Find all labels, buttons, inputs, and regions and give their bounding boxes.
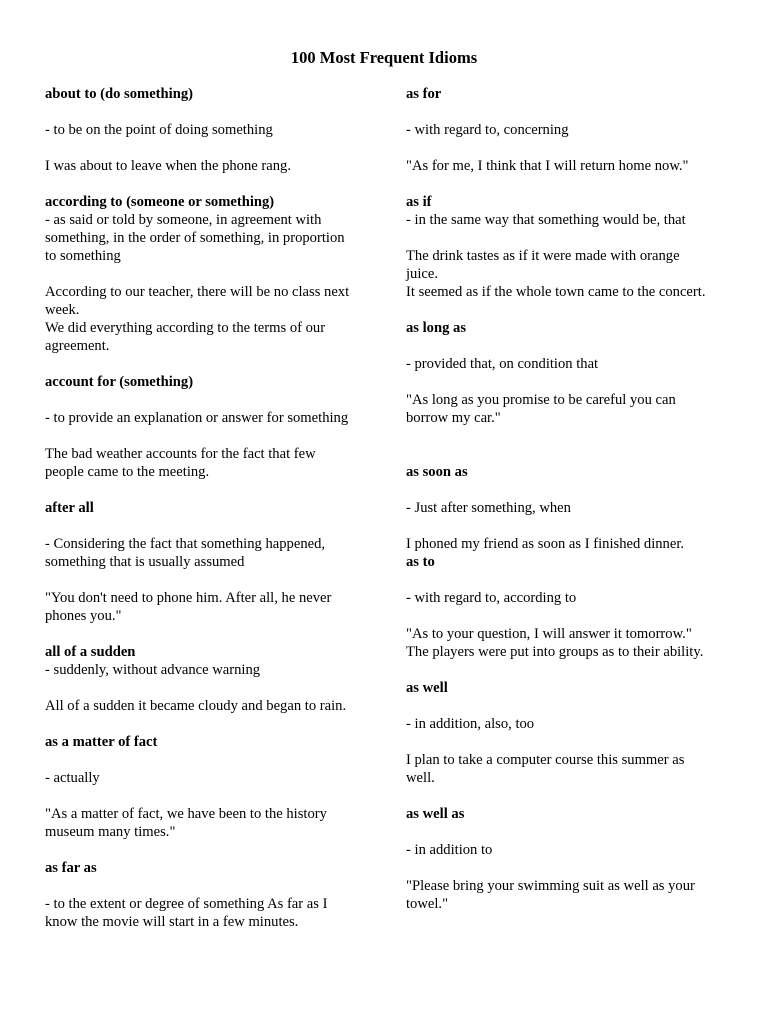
blank-line [45,841,375,859]
text-line: towel." [406,896,449,912]
blank-line [406,571,736,589]
blank-line [45,175,375,193]
blank-line [45,787,375,805]
text-line: - to the extent or degree of something As far as I [45,896,328,912]
text-line: - with regard to, concerning [406,122,569,138]
text-line: "As long as you promise to be careful you can [406,392,676,408]
idiom-heading: about to (do something) [45,86,193,102]
blank-line [45,139,375,157]
idiom-heading: as if [406,194,432,210]
text-line: The drink tastes as if it were made with orange [406,248,680,264]
text-line: - with regard to, according to [406,590,577,606]
idiom-heading: as well as [406,806,465,822]
blank-line [45,571,375,589]
text-line: - Considering the fact that something happened, [45,536,326,552]
idiom-heading: as long as [406,320,467,336]
blank-line [45,679,375,697]
blank-line [45,517,375,535]
blank-line [406,733,736,751]
text-line: "You don't need to phone him. After all, he never [45,590,332,606]
blank-line [45,877,375,895]
text-line: "As a matter of fact, we have been to the history [45,806,327,822]
blank-line [406,175,736,193]
blank-line [406,229,736,247]
text-line: phones you." [45,608,122,624]
text-line: - to provide an explanation or answer for something [45,410,349,426]
text-line: I was about to leave when the phone rang. [45,158,291,174]
text-line: - to be on the point of doing something [45,122,273,138]
text-line: We did everything according to the terms of our [45,320,326,336]
blank-line [406,607,736,625]
blank-line [45,751,375,769]
blank-line [406,373,736,391]
text-line: - as said or told by someone, in agreement with [45,212,322,228]
blank-line [406,787,736,805]
text-line: something, in the order of something, in proportion [45,230,345,246]
text-line: The players were put into groups as to their ability. [406,644,704,660]
text-line: something that is usually assumed [45,554,245,570]
blank-line [45,391,375,409]
blank-line [45,103,375,121]
blank-line [406,661,736,679]
blank-line [406,103,736,121]
blank-line [406,859,736,877]
idiom-heading: as well [406,680,448,696]
idiom-heading: as soon as [406,464,468,480]
text-line: - in the same way that something would be, that [406,212,686,228]
idiom-heading: all of a sudden [45,644,136,660]
text-line: know the movie will start in a few minutes. [45,914,299,930]
text-line: - provided that, on condition that [406,356,599,372]
blank-line [45,427,375,445]
idiom-heading: as far as [45,860,97,876]
text-line: I plan to take a computer course this summer as [406,752,685,768]
text-line: - suddenly, without advance warning [45,662,261,678]
text-line: museum many times." [45,824,176,840]
right-column [406,85,736,913]
blank-line [406,139,736,157]
blank-line [406,445,736,463]
text-line: "As to your question, I will answer it tomorrow." [406,626,692,642]
blank-line [406,517,736,535]
text-line: - in addition to [406,842,493,858]
text-line: "Please bring your swimming suit as well as your [406,878,695,894]
idiom-heading: according to (someone or something) [45,194,275,210]
idiom-heading: after all [45,500,94,516]
blank-line [406,427,736,445]
left-column [45,85,375,931]
blank-line [45,625,375,643]
blank-line [406,481,736,499]
idiom-heading: account for (something) [45,374,194,390]
blank-line [406,337,736,355]
idiom-heading: as for [406,86,442,102]
text-line: - actually [45,770,100,786]
blank-line [406,823,736,841]
blank-line [45,715,375,733]
text-line: - in addition, also, too [406,716,535,732]
text-line: week. [45,302,80,318]
text-line: The bad weather accounts for the fact that few [45,446,316,462]
text-line: agreement. [45,338,110,354]
idiom-heading: as a matter of fact [45,734,158,750]
text-line: - Just after something, when [406,500,571,516]
text-line: It seemed as if the whole town came to the concert. [406,284,706,300]
text-line: I phoned my friend as soon as I finished dinner. [406,536,685,552]
blank-line [45,355,375,373]
idiom-heading: as to [406,554,435,570]
text-line: borrow my car." [406,410,501,426]
blank-line [45,481,375,499]
text-line: to something [45,248,121,264]
text-line: juice. [406,266,439,282]
blank-line [45,265,375,283]
text-line: people came to the meeting. [45,464,210,480]
text-line: well. [406,770,435,786]
text-line: According to our teacher, there will be no class next [45,284,350,300]
blank-line [406,697,736,715]
text-line: All of a sudden it became cloudy and began to rain. [45,698,347,714]
text-line: "As for me, I think that I will return home now." [406,158,689,174]
page-title: 100 Most Frequent Idioms [290,48,478,67]
blank-line [406,301,736,319]
